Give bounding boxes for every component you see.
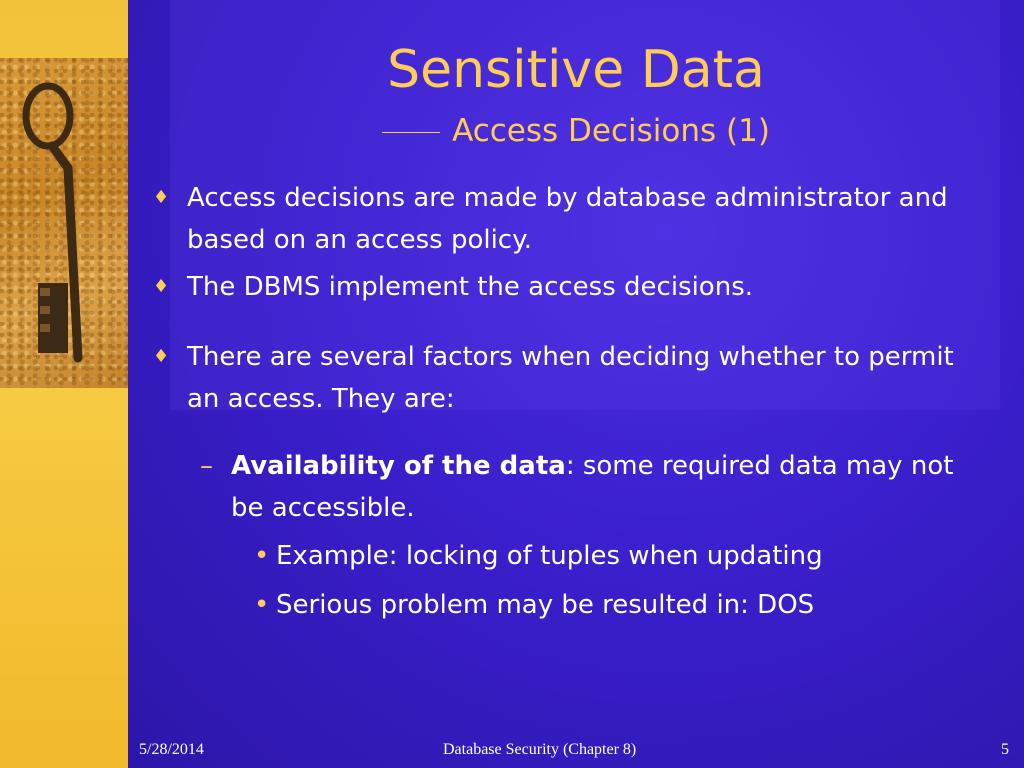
- sub-bullet-text: : some required data may not be accessible.: [231, 451, 954, 523]
- dot-bullet-icon: •: [254, 590, 270, 620]
- dash-bullet-icon: –: [200, 451, 213, 481]
- bullet-item: [153, 336, 987, 420]
- bullet-text: There are several factors when deciding whether to permit an access. They are:: [187, 342, 954, 414]
- key-image: [0, 58, 128, 388]
- footer-title: Database Security (Chapter 8): [443, 741, 637, 758]
- sub-sub-bullet-text: Example: locking of tuples when updating: [276, 541, 823, 571]
- footer-date: 5/28/2014: [139, 741, 204, 758]
- diamond-bullet-icon: ♦: [153, 187, 170, 208]
- sub-bullet-bold: Availability of the data: [231, 451, 566, 481]
- sub-sub-bullet-item: [254, 584, 976, 626]
- dot-bullet-icon: •: [254, 541, 270, 571]
- sub-sub-bullet-text: Serious problem may be resulted in: DOS: [276, 590, 815, 620]
- slide-title: Sensitive Data: [387, 40, 765, 100]
- footer-page-number: 5: [1001, 741, 1009, 758]
- diamond-bullet-icon: ♦: [153, 276, 170, 297]
- sub-bullet-item: [200, 445, 971, 529]
- subtitle-text: Access Decisions (1): [452, 113, 770, 149]
- slide-subtitle: [128, 111, 1024, 151]
- sub-sub-bullet-item: [254, 535, 976, 577]
- subtitle-rule: [382, 132, 440, 133]
- bullet-item: [153, 177, 987, 261]
- diamond-bullet-icon: ♦: [153, 346, 170, 367]
- key-icon: [0, 58, 128, 388]
- bullet-item: [153, 266, 987, 308]
- bullet-text: The DBMS implement the access decisions.: [187, 272, 754, 302]
- bullet-text: Access decisions are made by database administrator and based on an access policy.: [187, 183, 948, 255]
